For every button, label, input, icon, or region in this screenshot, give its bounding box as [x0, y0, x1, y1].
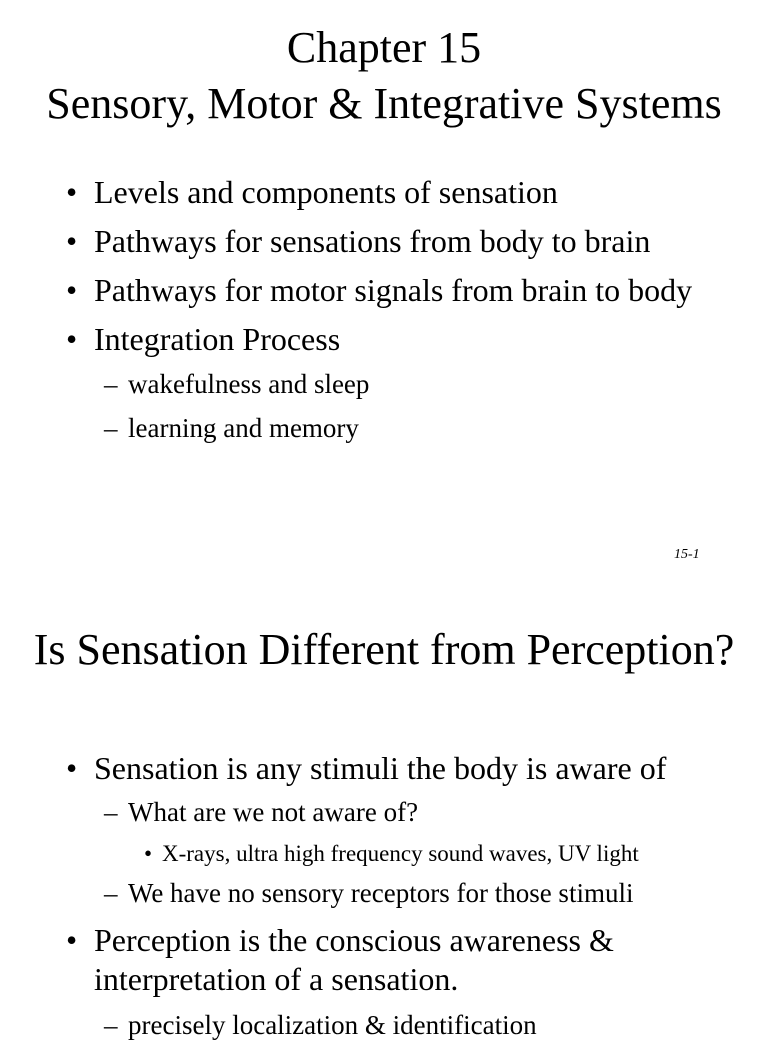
- bullet-text: interpretation of a sensation.: [94, 961, 459, 997]
- bullet-item-sensation: [66, 750, 667, 786]
- slide-1-title-line-1: Chapter 15: [286, 23, 482, 72]
- dash-icon: –: [104, 797, 118, 827]
- bullet-text: Pathways for sensations from body to brain: [94, 223, 651, 259]
- bullet-text: Levels and components of sensation: [94, 174, 558, 210]
- sub-item-localization: [104, 1010, 537, 1040]
- bullet-item-integration: [66, 321, 341, 357]
- sub-item-learning: [104, 413, 359, 443]
- sub-item-wakefulness: [104, 369, 370, 399]
- bullet-icon: •: [66, 223, 78, 259]
- sub-item-text: What are we not aware of?: [128, 797, 419, 827]
- slide-1-title-line-2: Sensory, Motor & Integrative Systems: [46, 79, 722, 128]
- sub-item-text: wakefulness and sleep: [128, 369, 370, 399]
- bullet-item-perception: [66, 922, 614, 958]
- slide-2-title: Is Sensation Different from Perception?: [33, 625, 735, 674]
- dash-icon: –: [104, 413, 118, 443]
- bullet-text: Pathways for motor signals from brain to body: [94, 272, 693, 308]
- sub-item-text: learning and memory: [128, 413, 359, 443]
- sub-item-not-aware: [104, 797, 419, 827]
- sub-item-text: We have no sensory receptors for those stimuli: [128, 878, 634, 908]
- bullet-item-sensation-pathways: [66, 223, 651, 259]
- dash-icon: –: [104, 1010, 118, 1040]
- bullet-text: Integration Process: [94, 321, 341, 357]
- bullet-icon: •: [66, 174, 78, 210]
- sub-sub-item-examples: [144, 841, 639, 866]
- dash-icon: –: [104, 369, 118, 399]
- bullet-icon: •: [66, 750, 78, 786]
- bullet-item-perception-continued: [94, 963, 458, 995]
- slide-number: 15-1: [674, 547, 700, 562]
- sub-sub-item-text: X-rays, ultra high frequency sound waves, UV light: [162, 841, 639, 866]
- bullet-text: Perception is the conscious awareness &: [94, 922, 614, 958]
- sub-item-text: precisely localization & identification: [128, 1010, 537, 1040]
- bullet-icon: •: [66, 922, 78, 958]
- bullet-icon: •: [144, 841, 153, 866]
- slide-2: [0, 580, 768, 1040]
- bullet-item-motor-pathways: [66, 272, 693, 308]
- bullet-icon: •: [66, 321, 78, 357]
- bullet-text: Sensation is any stimuli the body is aware of: [94, 750, 667, 786]
- sub-item-no-receptors: [104, 878, 634, 908]
- bullet-item-levels: [66, 174, 558, 210]
- dash-icon: –: [104, 878, 118, 908]
- bullet-icon: •: [66, 272, 78, 308]
